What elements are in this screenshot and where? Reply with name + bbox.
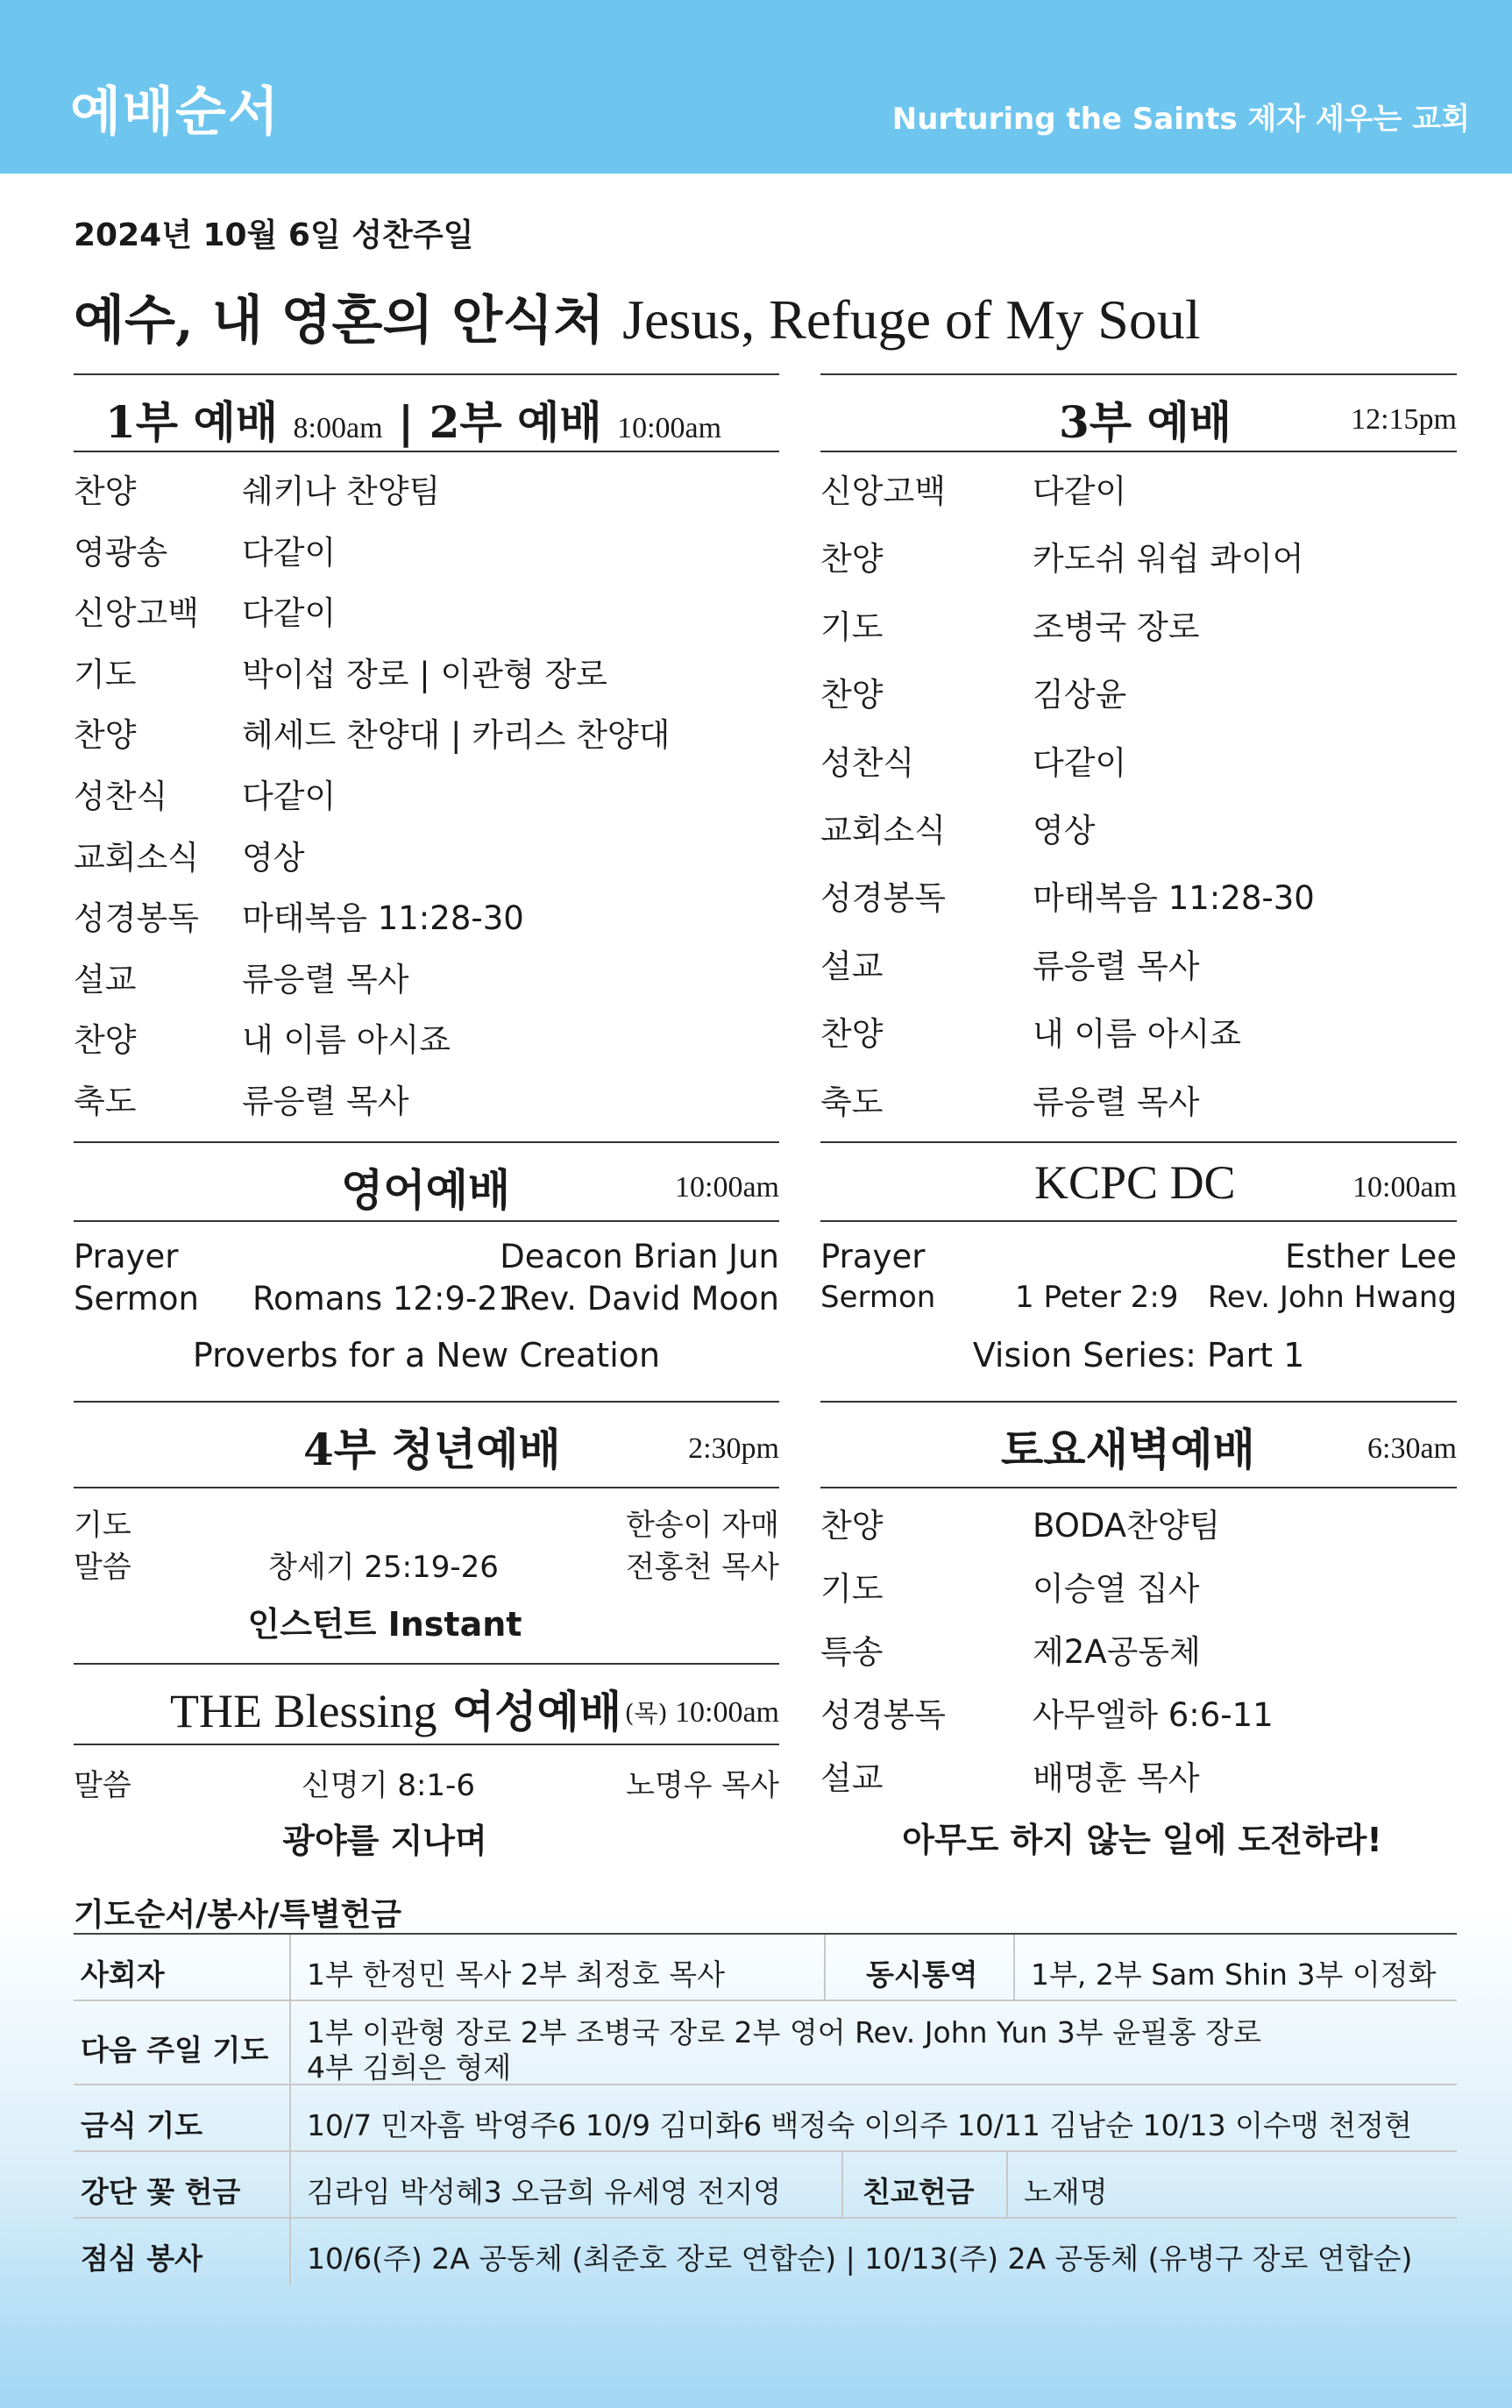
title-divider: | xyxy=(397,396,415,448)
prayer-name: 한송이 자매 xyxy=(625,1508,779,1543)
row-value: 김라임 박성혜3 오금희 유세영 전지영 xyxy=(307,2175,782,2209)
order-item-detail: 헤세드 찬양대 | 카리스 찬양대 xyxy=(242,716,671,755)
order-item-detail: 영상 xyxy=(242,838,305,877)
kcpc-title: KCPC DC xyxy=(1034,1156,1236,1209)
saturday-service-time: 6:30am xyxy=(1367,1432,1457,1465)
service-1-2-section xyxy=(74,373,779,1145)
order-item-role: 찬양 xyxy=(820,1507,884,1545)
row-value: 1부 한정민 목사 2부 최정호 목사 xyxy=(307,1957,725,1992)
saturday-service-title: 토요새벽예배 xyxy=(1001,1424,1255,1475)
prayer-schedule-table xyxy=(74,1933,1457,2285)
order-item-detail: 내 이름 아시죠 xyxy=(242,1021,451,1060)
order-item-role: 교회소식 xyxy=(74,838,199,877)
order-item-detail: 마태복음 11:28-30 xyxy=(242,899,524,938)
prayer-name: Esther Lee xyxy=(1285,1238,1457,1275)
womens-title-en: THE Blessing xyxy=(170,1685,437,1737)
order-item-detail: 사무엘하 6:6-11 xyxy=(1033,1696,1274,1734)
sermon-scripture: Romans 12:9-21 xyxy=(252,1280,519,1318)
column-divider xyxy=(1013,1935,1015,2000)
order-item-role: 신앙고백 xyxy=(820,472,946,510)
order-item-detail: 류응렬 목사 xyxy=(1033,1083,1200,1121)
order-item-role: 기도 xyxy=(820,1570,884,1608)
divider xyxy=(74,1141,779,1143)
order-item-detail: 쉐키나 찬양팀 xyxy=(242,472,441,510)
divider xyxy=(820,1220,1457,1222)
column-divider xyxy=(1006,2152,1008,2217)
service-1-title: 1부 예배 xyxy=(105,396,279,448)
order-item-detail: 카도쉬 워쉽 콰이어 xyxy=(1033,540,1304,579)
womens-service-time xyxy=(625,1694,779,1730)
church-tagline: Nurturing the Saints 제자 세우는 교회 xyxy=(891,102,1470,137)
order-item-detail: 다같이 xyxy=(242,533,337,572)
english-service-section xyxy=(74,1141,779,1404)
row-value: 노재명 xyxy=(1024,2175,1108,2209)
column-divider xyxy=(289,2001,291,2084)
kcpc-dc-section xyxy=(820,1141,1457,1404)
order-item-detail: 류응렬 목사 xyxy=(1033,947,1200,985)
sermon-title: 인스턴트 Instant xyxy=(247,1605,522,1644)
word-label: 말씀 xyxy=(74,1768,131,1803)
header-banner xyxy=(0,0,1512,174)
order-item-role: 기도 xyxy=(74,655,137,693)
order-item-detail: 류응렬 목사 xyxy=(242,960,409,998)
word-scripture: 신명기 8:1-6 xyxy=(302,1768,475,1803)
divider xyxy=(74,1744,779,1745)
divider xyxy=(74,451,779,452)
english-service-time: 10:00am xyxy=(675,1171,779,1204)
womens-title-ko: 여성예배 xyxy=(451,1686,622,1737)
service-3-section xyxy=(820,373,1457,1145)
order-item-role: 신앙고백 xyxy=(74,594,199,633)
divider xyxy=(74,1220,779,1222)
sermon-title: 광야를 지나며 xyxy=(282,1822,487,1860)
column-divider xyxy=(289,2085,291,2150)
order-item-detail: 영상 xyxy=(1033,812,1096,849)
table-row xyxy=(74,2001,1457,2085)
row-value: 1부, 2부 Sam Shin 3부 이정화 xyxy=(1031,1957,1437,1992)
order-item-role: 교회소식 xyxy=(820,812,946,849)
sermon-preacher: Rev. David Moon xyxy=(508,1280,779,1318)
divider xyxy=(820,1141,1457,1143)
order-item-role: 찬양 xyxy=(820,1015,884,1054)
service-date: 2024년 10월 6일 성찬주일 xyxy=(74,217,474,253)
order-item-role: 기도 xyxy=(820,607,884,646)
saturday-dawn-section xyxy=(820,1401,1457,1874)
row-label: 강단 꽃 헌금 xyxy=(81,2175,241,2209)
youth-service-section xyxy=(74,1401,779,1664)
prayer-name: Deacon Brian Jun xyxy=(500,1238,779,1275)
divider xyxy=(74,1663,779,1665)
theme-english: Jesus, Refuge of My Soul xyxy=(622,288,1201,351)
row-value: 10/7 민자흠 박영주6 10/9 김미화6 백정숙 이의주 10/11 김남순 10/13 이수맹 천정현 xyxy=(307,2108,1412,2142)
word-scripture: 창세기 25:19-26 xyxy=(268,1550,499,1585)
kcpc-time: 10:00am xyxy=(1352,1171,1457,1204)
service-2-title: 2부 예배 xyxy=(429,396,602,448)
word-label: 말씀 xyxy=(74,1550,131,1585)
sermon-preacher: Rev. John Hwang xyxy=(1207,1280,1457,1315)
word-preacher: 전홍천 목사 xyxy=(625,1550,779,1585)
divider xyxy=(820,373,1457,375)
prayer-section-heading: 기도순서/봉사/특별헌금 xyxy=(74,1897,402,1933)
order-item-role: 영광송 xyxy=(74,533,168,572)
order-item-role: 성경봉독 xyxy=(74,899,199,938)
order-item-role: 찬양 xyxy=(74,716,137,755)
row-value: 10/6(주) 2A 공동체 (최준호 장로 연합순) | 10/13(주) 2A 공동체 (유병구 장로 연합순) xyxy=(307,2241,1413,2276)
sermon-title: Vision Series: Part 1 xyxy=(972,1336,1305,1374)
order-item-detail: 류응렬 목사 xyxy=(242,1083,409,1120)
order-item-role: 찬양 xyxy=(820,540,884,579)
column-divider xyxy=(289,2152,291,2217)
order-item-detail: 다같이 xyxy=(242,594,337,633)
order-item-role: 특송 xyxy=(820,1633,884,1671)
order-item-role: 찬양 xyxy=(74,472,137,510)
divider xyxy=(74,1487,779,1488)
order-item-role: 성찬식 xyxy=(74,778,168,815)
section-header xyxy=(74,387,779,448)
column-divider xyxy=(824,1935,826,2000)
order-item-detail: 박이섭 장로 | 이관형 장로 xyxy=(242,655,607,693)
order-item-role: 찬양 xyxy=(74,1021,137,1060)
order-item-role: 설교 xyxy=(820,947,884,985)
table-row xyxy=(74,1935,1457,2001)
divider xyxy=(74,373,779,375)
order-item-detail: BODA찬양팀 xyxy=(1033,1507,1221,1545)
column-divider xyxy=(289,2219,291,2285)
sermon-scripture: 1 Peter 2:9 xyxy=(1015,1280,1179,1315)
sermon-label: Sermon xyxy=(74,1280,199,1318)
order-item-role: 성찬식 xyxy=(820,743,915,782)
womens-service-section xyxy=(74,1663,779,1873)
page-title: 예배순서 xyxy=(70,82,280,143)
row-value-line-2: 4부 김희은 형제 xyxy=(307,2050,512,2085)
order-item-role: 축도 xyxy=(74,1083,137,1120)
sermon-theme xyxy=(74,279,1201,354)
divider xyxy=(820,451,1457,452)
sermon-title: 아무도 하지 않는 일에 도전하라! xyxy=(902,1821,1382,1859)
theme-korean: 예수, 내 영혼의 안식처 xyxy=(74,290,605,352)
service-3-time: 12:15pm xyxy=(1351,403,1457,436)
order-item-detail: 마태복음 11:28-30 xyxy=(1033,879,1315,918)
order-item-detail: 다같이 xyxy=(1033,743,1127,782)
service-2-time: 10:00am xyxy=(617,412,722,444)
time-value: 10:00am xyxy=(675,1696,779,1729)
order-item-detail: 다같이 xyxy=(242,778,337,815)
column-divider xyxy=(841,2152,843,2217)
prayer-label: Prayer xyxy=(820,1238,926,1275)
divider xyxy=(820,1401,1457,1403)
order-item-detail: 이승열 집사 xyxy=(1033,1570,1200,1608)
word-preacher: 노명우 목사 xyxy=(625,1768,779,1803)
order-item-detail: 조병국 장로 xyxy=(1033,607,1200,646)
table-row xyxy=(74,2152,1457,2219)
row-label: 다음 주일 기도 xyxy=(81,2033,269,2067)
prayer-label: Prayer xyxy=(74,1238,179,1275)
weekday: (목) xyxy=(624,1699,668,1728)
row-label: 친교헌금 xyxy=(862,2175,975,2209)
order-item-role: 설교 xyxy=(820,1759,884,1797)
order-item-detail: 김상윤 xyxy=(1033,676,1127,714)
order-item-detail: 내 이름 아시죠 xyxy=(1033,1015,1241,1054)
divider xyxy=(74,1401,779,1403)
youth-service-title: 4부 청년예배 xyxy=(303,1424,561,1475)
table-row xyxy=(74,2219,1457,2285)
order-item-role: 찬양 xyxy=(820,676,884,714)
sermon-label: Sermon xyxy=(820,1280,936,1315)
row-label: 금식 기도 xyxy=(81,2108,203,2142)
order-item-role: 설교 xyxy=(74,960,137,998)
womens-service-title xyxy=(170,1677,621,1740)
divider xyxy=(820,1487,1457,1488)
row-label: 동시통역 xyxy=(866,1957,978,1992)
order-item-detail: 다같이 xyxy=(1033,472,1127,510)
row-label: 점심 봉사 xyxy=(81,2241,203,2276)
service-3-title: 3부 예배 xyxy=(1059,396,1232,448)
row-value-line-1: 1부 이관형 장로 2부 조병국 장로 2부 영어 Rev. John Yun 3부 윤필홍 장로 xyxy=(307,2015,1261,2049)
youth-service-time: 2:30pm xyxy=(688,1432,779,1465)
order-item-role: 성경봉독 xyxy=(820,879,946,918)
prayer-label: 기도 xyxy=(74,1508,131,1543)
order-item-role: 성경봉독 xyxy=(820,1696,946,1734)
order-item-detail: 제2A공동체 xyxy=(1033,1633,1201,1671)
column-divider xyxy=(289,1935,291,2000)
order-item-detail: 배명훈 목사 xyxy=(1033,1759,1200,1797)
sermon-title: Proverbs for a New Creation xyxy=(192,1336,661,1374)
table-row xyxy=(74,2085,1457,2152)
english-service-title: 영어예배 xyxy=(341,1164,511,1216)
row-label: 사회자 xyxy=(81,1957,165,1992)
order-item-role: 축도 xyxy=(820,1083,884,1121)
service-1-time: 8:00am xyxy=(293,412,383,444)
